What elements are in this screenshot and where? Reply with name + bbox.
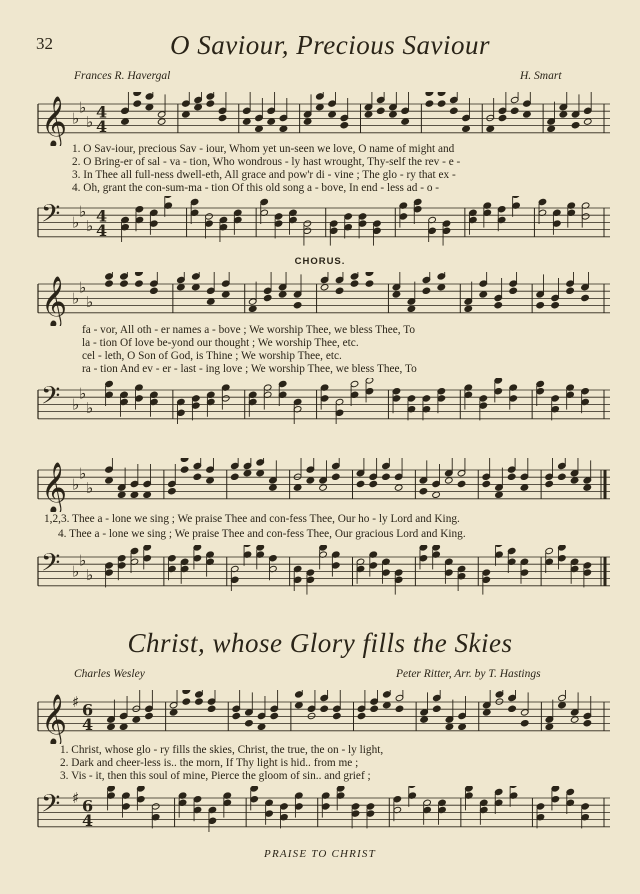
svg-text:♭: ♭ [72,289,80,308]
music-staff-bass-s2 [34,378,612,432]
svg-text:♭: ♭ [79,98,87,117]
svg-text:𝄢: 𝄢 [41,789,61,825]
hymn1-s2-verse1: fa - vor, All oth - er names a - bove ; We worship Thee, we bless Thee, To [82,324,416,336]
svg-text:♭: ♭ [86,479,94,497]
svg-text:♯: ♯ [72,693,80,711]
hymn1-words-credit: Frances R. Havergal [74,70,171,82]
svg-text:4: 4 [82,714,94,734]
hymn1-s1-verse4: 4. Oh, grant the con-sum-ma - tion Of this old song a - bove, In end - less ad - o - [72,182,440,194]
hymn1-s1-verse3: 3. In Thee all full-ness dwell-eth, All grace and pow'r di - vine ; The glo - ry that ex - [72,169,456,181]
hymn1-music-credit: H. Smart [520,70,562,82]
music-staff-treble-h2 [34,690,612,744]
svg-text:♭: ♭ [72,395,80,414]
svg-text:6: 6 [82,700,94,720]
svg-text:4: 4 [82,810,94,830]
svg-text:♭: ♭ [79,464,87,483]
music-staff-treble-s3 [34,458,612,512]
svg-text:♭: ♭ [86,113,94,131]
hymn1-s3-verse1: 1,2,3. Thee a - lone we sing ; We praise Thee and con-fess Thee, Our ho - ly Lord and King. [44,513,460,525]
svg-text:𝄢: 𝄢 [41,381,61,417]
svg-text:𝄞: 𝄞 [41,461,68,512]
music-staff-bass-h2 [34,786,612,840]
music-staff-bass-s1 [34,196,612,250]
hymn1-title: O Saviour, Precious Saviour [170,30,490,60]
svg-text:4: 4 [96,116,108,136]
running-footer: PRAISE TO CHRIST [264,848,376,860]
hymn2-verse2: 2. Dark and cheer-less is.. the morn, If Thy light is hid.. from me ; [60,757,359,769]
svg-text:6: 6 [82,796,94,816]
svg-text:𝄢: 𝄢 [41,548,61,584]
svg-text:♭: ♭ [72,475,80,494]
svg-text:♭: ♭ [86,217,94,235]
svg-text:𝄞: 𝄞 [41,693,68,744]
svg-text:♭: ♭ [86,399,94,417]
hymn2-music-credit: Peter Ritter, Arr. by T. Hastings [396,668,541,680]
svg-text:♭: ♭ [72,562,80,581]
svg-text:♯: ♯ [72,789,80,807]
chorus-label: CHORUS. [294,256,346,267]
page-number: 32 [36,34,53,53]
hymn2-words-credit: Charles Wesley [74,668,145,680]
hymn1-s2-verse4: ra - tion And ev - er - last - ing love ; We worship Thee, we bless Thee, To [82,363,417,375]
svg-text:♭: ♭ [79,384,87,403]
hymn1-s2-verse3: cel - leth, O Son of God, is Thine ; We worship Thee, etc. [82,350,342,362]
hymn2-verse3: 3. Vis - it, then this soul of mine, Pierce the gloom of sin.. and grief ; [60,770,371,782]
svg-text:♭: ♭ [79,278,87,297]
svg-text:♭: ♭ [86,293,94,311]
hymn1-s1-verse2: 2. O Bring-er of sal - va - tion, Who wondrous - ly hast wrought, Thy-self the rev - e - [72,156,461,168]
svg-text:♭: ♭ [79,551,87,570]
music-staff-treble-s2 [34,272,612,326]
music-staff-bass-s3 [34,545,612,599]
svg-text:♭: ♭ [86,566,94,584]
hymn1-s2-verse2: la - tion Of love be-yond our thought ; We worship Thee, etc. [82,337,359,349]
svg-text:𝄞: 𝄞 [41,95,68,146]
svg-text:♭: ♭ [79,202,87,221]
hymn1-s3-verse4: 4. Thee a - lone we sing ; We praise Thee and con-fess Thee, Our gracious Lord and King. [58,528,466,540]
hymn1-s1-verse1: 1. O Sav-iour, precious Sav - iour, Whom yet un-seen we love, O name of might and [72,143,455,155]
svg-text:4: 4 [96,220,108,240]
hymn2-title: Christ, whose Glory fills the Skies [127,628,513,658]
svg-text:♭: ♭ [72,213,80,232]
hymn2-verse1: 1. Christ, whose glo - ry fills the skies, Christ, the true, the on - ly light, [60,744,384,756]
music-staff-treble-s1 [34,92,612,146]
svg-text:𝄞: 𝄞 [41,275,68,326]
svg-text:4: 4 [96,206,108,226]
svg-text:♭: ♭ [72,109,80,128]
svg-text:𝄢: 𝄢 [41,199,61,235]
svg-text:4: 4 [96,102,108,122]
